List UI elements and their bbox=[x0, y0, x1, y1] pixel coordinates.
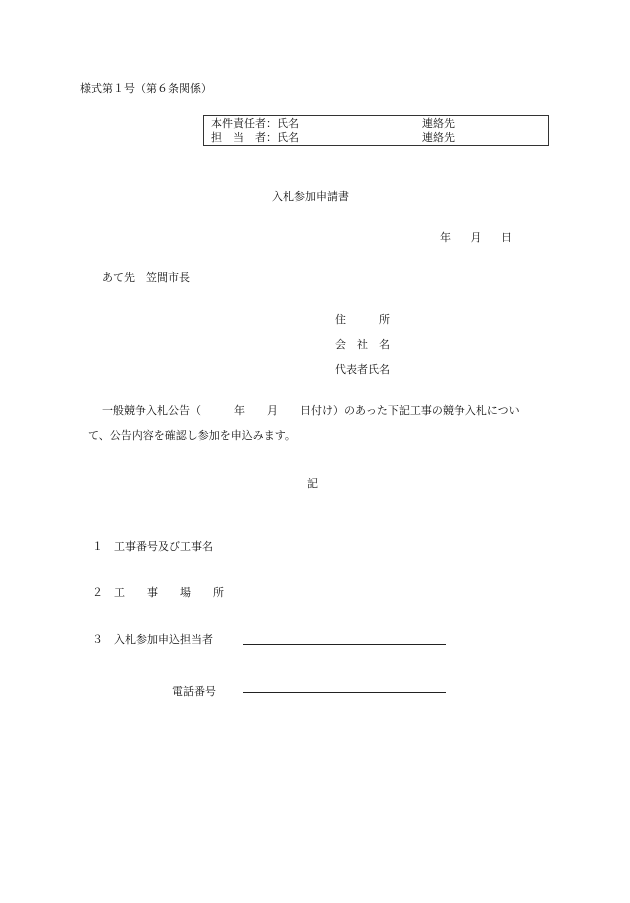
date-year: 年 bbox=[440, 231, 451, 244]
addressee: あて先 笠間市長 bbox=[102, 271, 190, 284]
item-construction-site: ２ 工 事 場 所 bbox=[92, 586, 224, 599]
phone-number-underline bbox=[243, 692, 446, 693]
phone-number-label: 電話番号 bbox=[172, 685, 216, 698]
body-text-line-2: て、公告内容を確認し参加を申込みます。 bbox=[88, 429, 296, 442]
applicant-representative-label: 代表者氏名 bbox=[335, 363, 390, 376]
responsible-box bbox=[203, 115, 549, 146]
contact-person-underline bbox=[243, 644, 446, 645]
date-month: 月 bbox=[470, 231, 482, 244]
staff-person-label: 担 当 者：氏名 bbox=[211, 131, 299, 144]
staff-person-contact: 連絡先 bbox=[422, 131, 455, 144]
item-construction-name: １ 工事番号及び工事名 bbox=[92, 540, 213, 553]
ki-heading: 記 bbox=[307, 477, 318, 490]
date-day: 日 bbox=[501, 231, 512, 244]
responsible-person-label: 本件責任者：氏名 bbox=[211, 117, 299, 130]
form-number: 様式第１号（第６条関係） bbox=[80, 82, 212, 95]
applicant-company-label: 会 社 名 bbox=[335, 338, 390, 351]
document-title: 入札参加申請書 bbox=[272, 190, 349, 203]
date-line bbox=[440, 229, 528, 245]
body-text-line-1: 一般競争入札公告（ 年 月 日付け）のあった下記工事の競争入札につい bbox=[102, 404, 520, 417]
applicant-address-label: 住 所 bbox=[335, 313, 390, 326]
responsible-person-contact: 連絡先 bbox=[422, 117, 455, 130]
item-contact-person: ３ 入札参加申込担当者 bbox=[92, 633, 213, 646]
